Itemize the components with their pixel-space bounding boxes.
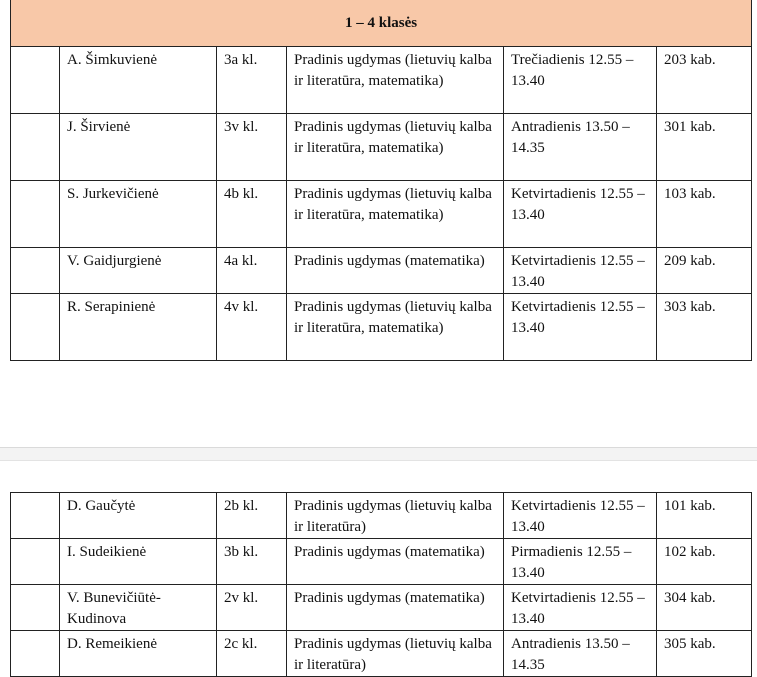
schedule-table-1 bbox=[10, 0, 752, 361]
class-cell: 2v kl. bbox=[217, 585, 287, 631]
blank-cell bbox=[11, 181, 60, 248]
teacher-cell: A. Šimkuvienė bbox=[60, 47, 217, 114]
blank-cell bbox=[11, 114, 60, 181]
table-row bbox=[11, 631, 752, 677]
schedule-table-2 bbox=[10, 492, 752, 677]
blank-cell bbox=[11, 294, 60, 361]
teacher-cell: V. Bunevičiūtė-Kudinova bbox=[60, 585, 217, 631]
subject-cell: Pradinis ugdymas (lietuvių kalba ir literatūra) bbox=[287, 493, 504, 539]
class-cell: 4b kl. bbox=[217, 181, 287, 248]
subject-cell: Pradinis ugdymas (matematika) bbox=[287, 248, 504, 294]
room-cell: 305 kab. bbox=[657, 631, 752, 677]
time-cell: Ketvirtadienis 12.55 – 13.40 bbox=[504, 248, 657, 294]
room-cell: 101 kab. bbox=[657, 493, 752, 539]
table-row bbox=[11, 493, 752, 539]
blank-cell bbox=[11, 585, 60, 631]
table-row bbox=[11, 585, 752, 631]
class-cell: 4v kl. bbox=[217, 294, 287, 361]
time-cell: Ketvirtadienis 12.55 – 13.40 bbox=[504, 585, 657, 631]
time-cell: Trečiadienis 12.55 – 13.40 bbox=[504, 47, 657, 114]
subject-cell: Pradinis ugdymas (matematika) bbox=[287, 585, 504, 631]
table-row bbox=[11, 181, 752, 248]
room-cell: 103 kab. bbox=[657, 181, 752, 248]
subject-cell: Pradinis ugdymas (lietuvių kalba ir literatūra) bbox=[287, 631, 504, 677]
table-row bbox=[11, 47, 752, 114]
time-cell: Ketvirtadienis 12.55 – 13.40 bbox=[504, 181, 657, 248]
time-cell: Antradienis 13.50 – 14.35 bbox=[504, 631, 657, 677]
subject-cell: Pradinis ugdymas (lietuvių kalba ir literatūra, matematika) bbox=[287, 181, 504, 248]
room-cell: 102 kab. bbox=[657, 539, 752, 585]
teacher-cell: J. Širvienė bbox=[60, 114, 217, 181]
subject-cell: Pradinis ugdymas (matematika) bbox=[287, 539, 504, 585]
teacher-cell: S. Jurkevičienė bbox=[60, 181, 217, 248]
teacher-cell: V. Gaidjurgienė bbox=[60, 248, 217, 294]
subject-cell: Pradinis ugdymas (lietuvių kalba ir literatūra, matematika) bbox=[287, 47, 504, 114]
subject-cell: Pradinis ugdymas (lietuvių kalba ir literatūra, matematika) bbox=[287, 114, 504, 181]
class-cell: 2b kl. bbox=[217, 493, 287, 539]
room-cell: 301 kab. bbox=[657, 114, 752, 181]
class-cell: 3v kl. bbox=[217, 114, 287, 181]
table-row bbox=[11, 248, 752, 294]
page-break-divider bbox=[0, 447, 757, 461]
room-cell: 303 kab. bbox=[657, 294, 752, 361]
blank-cell bbox=[11, 539, 60, 585]
table-row bbox=[11, 294, 752, 361]
teacher-cell: I. Sudeikienė bbox=[60, 539, 217, 585]
blank-cell bbox=[11, 631, 60, 677]
blank-cell bbox=[11, 493, 60, 539]
class-cell: 3a kl. bbox=[217, 47, 287, 114]
teacher-cell: R. Serapinienė bbox=[60, 294, 217, 361]
class-cell: 4a kl. bbox=[217, 248, 287, 294]
table-row bbox=[11, 539, 752, 585]
time-cell: Ketvirtadienis 12.55 – 13.40 bbox=[504, 294, 657, 361]
table-row bbox=[11, 114, 752, 181]
room-cell: 304 kab. bbox=[657, 585, 752, 631]
subject-cell: Pradinis ugdymas (lietuvių kalba ir literatūra, matematika) bbox=[287, 294, 504, 361]
section-header: 1 – 4 klasės bbox=[11, 0, 752, 47]
section-header-row bbox=[11, 0, 752, 47]
blank-cell bbox=[11, 47, 60, 114]
time-cell: Ketvirtadienis 12.55 – 13.40 bbox=[504, 493, 657, 539]
time-cell: Pirmadienis 12.55 – 13.40 bbox=[504, 539, 657, 585]
teacher-cell: D. Gaučytė bbox=[60, 493, 217, 539]
class-cell: 2c kl. bbox=[217, 631, 287, 677]
room-cell: 209 kab. bbox=[657, 248, 752, 294]
class-cell: 3b kl. bbox=[217, 539, 287, 585]
blank-cell bbox=[11, 248, 60, 294]
room-cell: 203 kab. bbox=[657, 47, 752, 114]
teacher-cell: D. Remeikienė bbox=[60, 631, 217, 677]
time-cell: Antradienis 13.50 – 14.35 bbox=[504, 114, 657, 181]
